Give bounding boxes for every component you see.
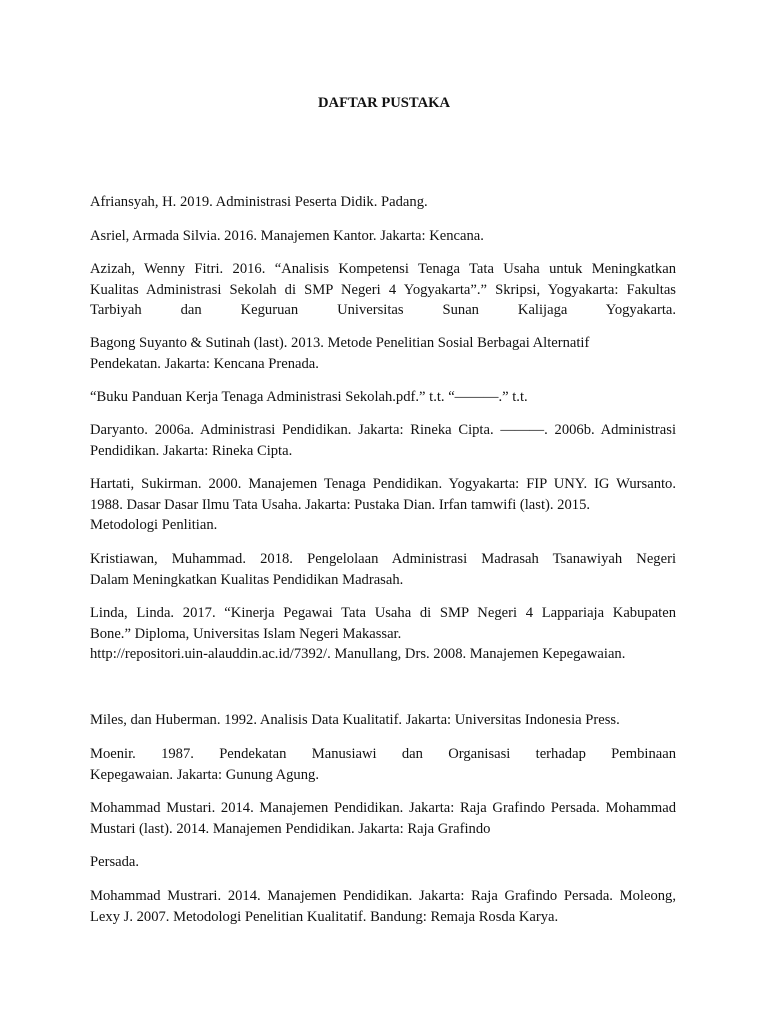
reference-line: Daryanto. 2006a. Administrasi Pendidikan. Jakarta: Rineka Cipta. ———. 2006b. Administrasi [90,422,676,438]
reference-line: Lexy J. 2007. Metodologi Penelitian Kualitatif. Bandung: Remaja Rosda Karya. [90,908,559,925]
page-title: DAFTAR PUSTAKA [317,95,451,111]
reference-line: Asriel, Armada Silvia. 2016. Manajemen Kantor. Jakarta: Kencana. [90,228,484,244]
reference-entry [90,549,676,590]
reference-line: Hartati, Sukirman. 2000. Manajemen Tenaga Pendidikan. Yogyakarta: FIP UNY. IG Wursanto. [90,476,676,492]
reference-entry [90,886,676,927]
reference-line: Metodologi Penlitian. [90,517,218,533]
reference-line: Bone.” Diploma, Universitas Islam Negeri Makassar. [90,625,402,642]
reference-line: Tarbiyah dan Keguruan Universitas Sunan Kalijaga Yogyakarta. [90,302,676,318]
reference-line: http://repositori.uin-alauddin.ac.id/7392/. Manullang, Drs. 2008. Manajemen Kepegawaian. [90,646,626,662]
reference-entry [90,226,676,247]
reference-entry [90,474,676,536]
reference-line: Mohammad Mustrari. 2014. Manajemen Pendidikan. Jakarta: Raja Grafindo Persada. Moleong, [90,888,676,904]
reference-line: Kepegawaian. Jakarta: Gunung Agung. [90,766,319,783]
reference-line: Kualitas Administrasi Sekolah di SMP Negeri 4 Yogyakarta”.” Skripsi, Yogyakarta: Fakultas [90,281,676,298]
reference-line: Miles, dan Huberman. 1992. Analisis Data Kualitatif. Jakarta: Universitas Indonesia Press. [90,712,620,728]
reference-entry [90,798,676,839]
reference-entry [90,603,676,665]
reference-entry [90,852,676,873]
reference-line: Dalam Meningkatkan Kualitas Pendidikan Madrasah. [90,571,404,588]
reference-line: Persada. [90,854,140,870]
reference-line: Mustari (last). 2014. Manajemen Pendidikan. Jakarta: Raja Grafindo [90,820,491,837]
reference-line: Linda, Linda. 2017. “Kinerja Pegawai Tata Usaha di SMP Negeri 4 Lappariaja Kabupaten [90,605,676,621]
reference-entry [90,710,676,731]
reference-entry [90,259,676,321]
reference-line: Moenir. 1987. Pendekatan Manusiawi dan Organisasi terhadap Pembinaan [90,746,676,762]
reference-entry [90,420,676,461]
reference-entry [90,744,676,785]
reference-entry [90,333,676,374]
reference-entry [90,192,676,213]
reference-line: Afriansyah, H. 2019. Administrasi Peserta Didik. Padang. [90,194,428,210]
reference-line: Mohammad Mustari. 2014. Manajemen Pendidikan. Jakarta: Raja Grafindo Persada. Mohammad [90,800,676,816]
reference-line: “Buku Panduan Kerja Tenaga Administrasi Sekolah.pdf.” t.t. “———.” t.t. [90,389,528,405]
reference-line: Azizah, Wenny Fitri. 2016. “Analisis Kompetensi Tenaga Tata Usaha untuk Meningkatkan [90,261,676,277]
reference-line: 1988. Dasar Dasar Ilmu Tata Usaha. Jakarta: Pustaka Dian. Irfan tamwifi (last). 2015. [90,496,591,513]
reference-line: Bagong Suyanto & Sutinah (last). 2013. Metode Penelitian Sosial Berbagai Alternatif [90,335,590,351]
reference-line: Pendekatan. Jakarta: Kencana Prenada. [90,355,319,372]
reference-line: Kristiawan, Muhammad. 2018. Pengelolaan Administrasi Madrasah Tsanawiyah Negeri [90,551,676,567]
reference-line: Pendidikan. Jakarta: Rineka Cipta. [90,442,293,459]
reference-entry [90,387,676,408]
